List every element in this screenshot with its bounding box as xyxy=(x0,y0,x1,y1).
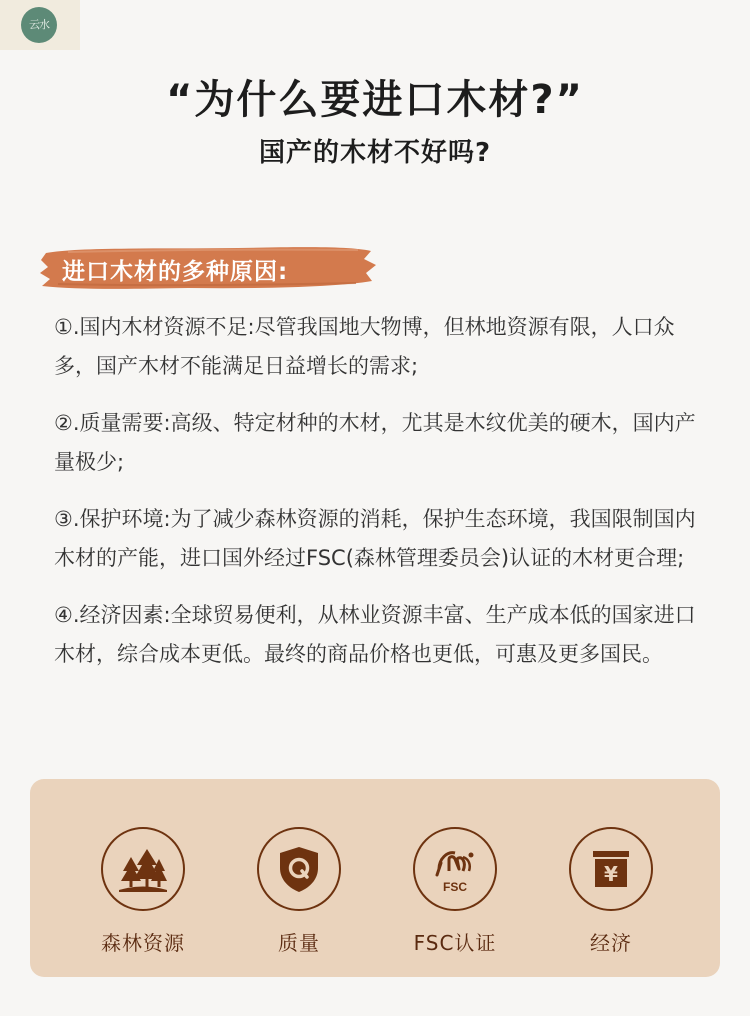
reason-item: ③.保护环境:为了减少森林资源的消耗，保护生态环境，我国限制国内木材的产能，进口国外经过FSC(森林管理委员会)认证的木材更合理; xyxy=(54,507,696,570)
fsc-icon xyxy=(427,841,483,897)
quality-shield-icon xyxy=(275,844,323,894)
fsc-badge-text: FSC xyxy=(443,880,467,894)
yen-icon xyxy=(589,847,633,891)
section-heading: 进口木材的多种原因: xyxy=(62,259,289,285)
fsc-icon-circle xyxy=(413,827,497,911)
logo: 云水 xyxy=(21,7,57,43)
feature-label: FSC认证 xyxy=(413,931,497,955)
feature-label: 经济 xyxy=(590,931,632,955)
forest-icon xyxy=(117,843,169,895)
features-panel xyxy=(30,779,720,977)
yen-symbol: ¥ xyxy=(604,862,618,886)
logo-area xyxy=(0,0,80,50)
quality-icon-circle xyxy=(257,827,341,911)
feature-forest xyxy=(83,827,203,956)
forest-icon-circle xyxy=(101,827,185,911)
section-heading-banner xyxy=(38,243,378,293)
reason-item: ④.经济因素:全球贸易便利，从林业资源丰富、生产成本低的国家进口木材，综合成本更低。最终的商品价格也更低，可惠及更多国民。 xyxy=(54,603,696,666)
page-title: “为什么要进口木材?” xyxy=(166,77,584,123)
reason-item: ②.质量需要:高级、特定材种的木材，尤其是木纹优美的硬木，国内产量极少; xyxy=(54,411,696,474)
page-subtitle: 国产的木材不好吗? xyxy=(258,138,492,168)
feature-economy xyxy=(551,827,671,956)
feature-label: 森林资源 xyxy=(101,931,185,955)
yen-icon-circle xyxy=(569,827,653,911)
reason-item: ①.国内木材资源不足:尽管我国地大物博，但林地资源有限，人口众多，国产木材不能满足日益增长的需求; xyxy=(54,315,675,378)
feature-fsc xyxy=(395,827,515,956)
feature-quality xyxy=(239,827,359,956)
reasons-list xyxy=(54,308,714,692)
feature-label: 质量 xyxy=(278,931,320,955)
